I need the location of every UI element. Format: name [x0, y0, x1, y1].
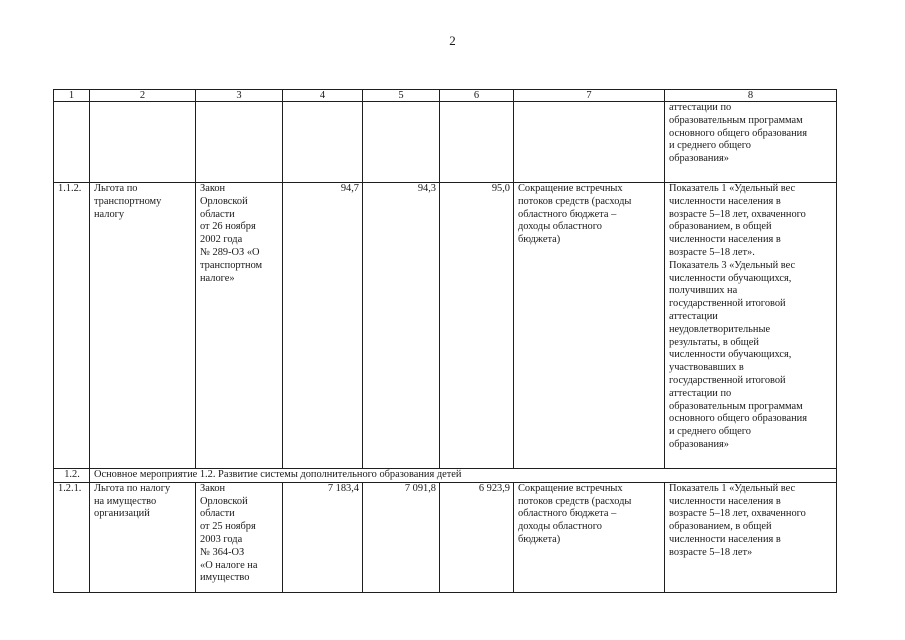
- text-line: бюджета): [518, 234, 561, 246]
- text-line: Льгота по налогу: [94, 482, 171, 494]
- table-cell: [514, 102, 665, 183]
- indicator-cell: [665, 482, 837, 592]
- text-line: образования»: [669, 438, 730, 450]
- text-line: аттестации: [669, 310, 718, 322]
- text-line: численности населения в: [669, 234, 781, 246]
- text-line: потоков средств (расходы: [518, 195, 632, 207]
- text-line: области: [200, 508, 235, 520]
- text-line: областного бюджета –: [518, 208, 617, 220]
- text-line: результаты, в общей: [669, 336, 759, 348]
- law-cell: [196, 183, 283, 469]
- text-line: 2002 года: [200, 234, 243, 246]
- text-line: организаций: [94, 508, 150, 520]
- text-line: транспортном: [200, 259, 263, 271]
- section-number: 1.2.: [54, 469, 90, 483]
- table-row: [54, 482, 837, 592]
- effect-cell: [514, 482, 665, 592]
- text-line: и среднего общего: [669, 426, 751, 438]
- text-line: Показатель 1 «Удельный вес: [669, 482, 796, 494]
- text-line: основного общего образования: [669, 413, 807, 425]
- text-line: возрасте 5–18 лет, охваченного: [669, 508, 806, 520]
- text-line: неудовлетворительные: [669, 323, 771, 335]
- text-line: Орловской: [200, 495, 248, 507]
- text-line: образованием, в общей: [669, 221, 772, 233]
- table-cell: [363, 102, 440, 183]
- text-line: от 26 ноября: [200, 221, 256, 233]
- text-line: Показатель 1 «Удельный вес: [669, 183, 796, 194]
- text-line: аттестации по: [669, 387, 732, 399]
- text-line: на имущество: [94, 495, 157, 507]
- text-line: численности населения в: [669, 533, 781, 545]
- table-cell: [196, 102, 283, 183]
- text-line: аттестации по: [669, 102, 732, 113]
- text-line: возрасте 5–18 лет, охваченного: [669, 208, 806, 220]
- column-header-row: [54, 90, 837, 102]
- text-line: области: [200, 208, 235, 220]
- text-line: областного бюджета –: [518, 508, 617, 520]
- table-cell: [90, 102, 196, 183]
- text-line: численности обучающихся,: [669, 272, 792, 284]
- text-line: доходы областного: [518, 221, 602, 233]
- continuation-row: [54, 102, 837, 183]
- text-line: участвовавших в: [669, 362, 744, 374]
- table-cell: [440, 102, 514, 183]
- column-header: 2: [90, 90, 196, 102]
- column-header: 8: [665, 90, 837, 102]
- text-line: № 364-ОЗ: [200, 546, 245, 558]
- value-col4: 7 183,4: [283, 482, 363, 592]
- table-row: [54, 183, 837, 469]
- text-line: транспортному: [94, 195, 162, 207]
- text-line: получивших на: [669, 285, 738, 297]
- benefits-table: [53, 89, 837, 593]
- text-line: налоге»: [200, 272, 235, 284]
- value-col5: 94,3: [363, 183, 440, 469]
- section-title: Основное мероприятие 1.2. Развитие системы дополнительного образования детей: [90, 469, 837, 483]
- text-line: от 25 ноября: [200, 521, 256, 533]
- text-line: Льгота по: [94, 183, 138, 194]
- indicator-cell: [665, 183, 837, 469]
- benefit-name-cell: [90, 482, 196, 592]
- text-line: государственной итоговой: [669, 298, 786, 310]
- row-number: 1.2.1.: [54, 482, 90, 592]
- value-col4: 94,7: [283, 183, 363, 469]
- text-line: государственной итоговой: [669, 374, 786, 386]
- benefit-name-cell: [90, 183, 196, 469]
- text-line: образовательным программам: [669, 114, 803, 126]
- column-header: 3: [196, 90, 283, 102]
- law-cell: [196, 482, 283, 592]
- page-number: 2: [449, 33, 456, 48]
- text-line: потоков средств (расходы: [518, 495, 632, 507]
- effect-cell: [514, 183, 665, 469]
- value-col6: 95,0: [440, 183, 514, 469]
- text-line: Показатель 3 «Удельный вес: [669, 259, 796, 271]
- column-header: 4: [283, 90, 363, 102]
- text-line: образовательным программам: [669, 400, 803, 412]
- table-cell: [283, 102, 363, 183]
- row-number: 1.1.2.: [54, 183, 90, 469]
- text-line: образования»: [669, 153, 730, 165]
- text-line: Закон: [200, 482, 226, 494]
- text-line: имущество: [200, 572, 250, 584]
- text-line: 2003 года: [200, 533, 243, 545]
- text-line: образованием, в общей: [669, 521, 772, 533]
- table-cell: [54, 102, 90, 183]
- text-line: № 289-ОЗ «О: [200, 246, 260, 258]
- text-line: «О налоге на: [200, 559, 258, 571]
- text-line: налогу: [94, 208, 125, 220]
- section-row: [54, 469, 837, 483]
- text-line: Сокращение встречных: [518, 482, 623, 494]
- text-line: Сокращение встречных: [518, 183, 623, 194]
- text-line: возрасте 5–18 лет».: [669, 246, 755, 258]
- column-header: 6: [440, 90, 514, 102]
- text-line: основного общего образования: [669, 127, 807, 139]
- text-line: численности населения в: [669, 495, 781, 507]
- value-col5: 7 091,8: [363, 482, 440, 592]
- text-line: численности населения в: [669, 195, 781, 207]
- text-line: численности обучающихся,: [669, 349, 792, 361]
- indicator-cell: [665, 102, 837, 183]
- text-line: Закон: [200, 183, 226, 194]
- text-line: доходы областного: [518, 521, 602, 533]
- text-line: бюджета): [518, 533, 561, 545]
- text-line: возрасте 5–18 лет»: [669, 546, 753, 558]
- text-line: Орловской: [200, 195, 248, 207]
- column-header: 1: [54, 90, 90, 102]
- column-header: 5: [363, 90, 440, 102]
- value-col6: 6 923,9: [440, 482, 514, 592]
- text-line: и среднего общего: [669, 140, 751, 152]
- column-header: 7: [514, 90, 665, 102]
